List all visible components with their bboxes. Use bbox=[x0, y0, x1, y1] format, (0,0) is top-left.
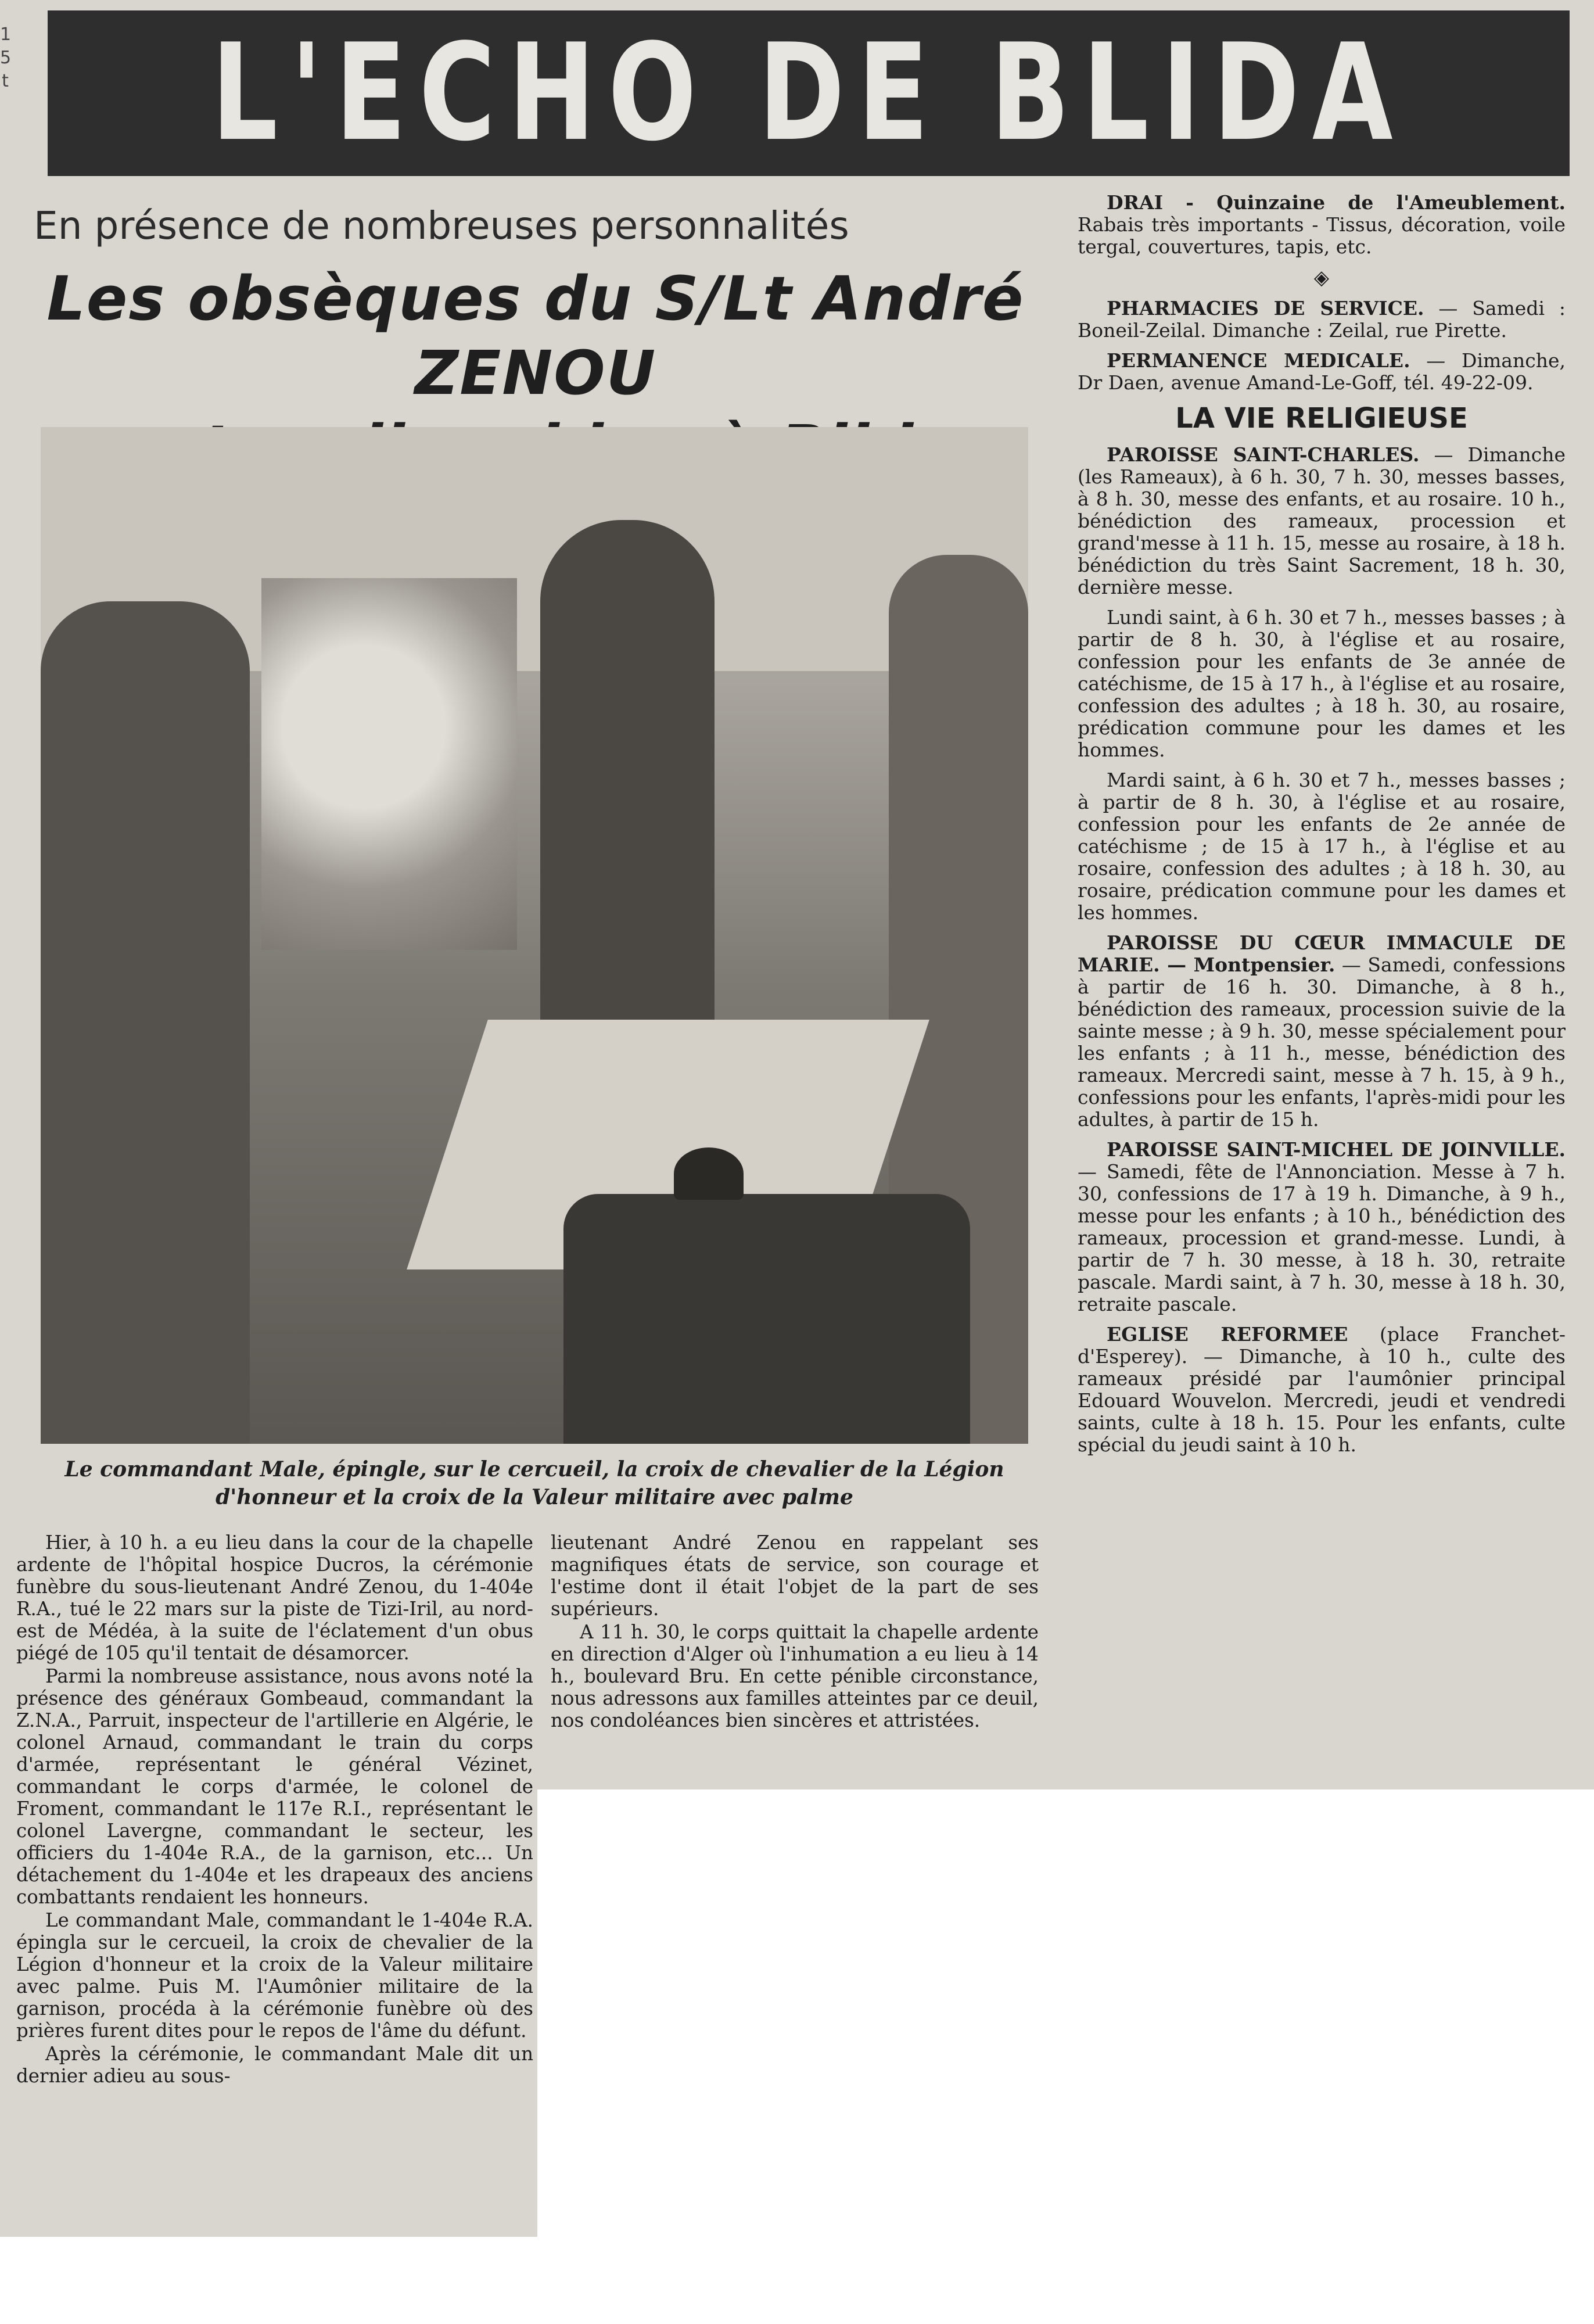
article-paragraph: A 11 h. 30, le corps quittait la chapelle ardente en direction d'Alger où l'inhumation a eu lieu à 14 h., boulevard Bru. En cette pénible circonstance, nous adressons aux familles atteintes par ce deuil, nos condoléances bien sincères et attristées. bbox=[551, 1621, 1039, 1731]
headline-line-1: Les obsèques du S/Lt André ZENOU bbox=[46, 263, 1025, 408]
photo-commander bbox=[540, 520, 715, 1072]
drai-text: Rabais très importants - Tissus, décoration, voile tergal, couvertures, tapis, etc. bbox=[1078, 213, 1566, 258]
local-news-column bbox=[1078, 192, 1566, 1464]
masthead bbox=[48, 10, 1570, 176]
st-charles-text: — Dimanche (les Rameaux), à 6 h. 30, 7 h. 30, messes basses, à 8 h. 30, messe des enfants, et au rosaire. 10 h., bénédiction des rameaux, procession et grand'messe à 11 h. 15, messe au rosaire, à 18 h. bénédiction du très Saint Sacrement, 18 h. 30, dernière messe. bbox=[1078, 443, 1566, 598]
photo-soldier-left bbox=[41, 601, 250, 1444]
article-kicker: En présence de nombreuses personnalités bbox=[34, 203, 849, 248]
pharmacies-lead: PHARMACIES DE SERVICE. bbox=[1107, 297, 1424, 320]
st-charles-notice bbox=[1078, 444, 1566, 598]
coeur-text: — Samedi, confessions à partir de 16 h. 30. Dimanche, à 8 h., bénédiction des rameaux, procession suivie de la sainte messe ; à 9 h. 30, messe spécialement pour les enfants ; à 11 h., messe, bénédiction des rameaux. Mercredi saint, messe à 7 h. 15, à 9 h., confessions pour les enfants, l'après-midi pour les adultes, à partir de 15 h. bbox=[1078, 953, 1566, 1131]
reformee-lead: EGLISE REFORMEE bbox=[1107, 1323, 1348, 1346]
drai-notice bbox=[1078, 192, 1566, 258]
st-charles-lead: PAROISSE SAINT-CHARLES. bbox=[1107, 443, 1420, 466]
article-column-2 bbox=[551, 1532, 1039, 1733]
permanence-text: — Dimanche, Dr Daen, avenue Amand-Le-Goff, tél. 49-22-09. bbox=[1078, 349, 1566, 394]
article-paragraph: Après la cérémonie, le commandant Male dit un dernier adieu au sous- bbox=[16, 2043, 533, 2087]
masthead-title: L'ECHO DE BLIDA bbox=[211, 16, 1406, 171]
article-paragraph: Le commandant Male, commandant le 1-404e R.A. épingla sur le cercueil, la croix de chevalier de la Légion d'honneur et la croix de la Valeur militaire avec palme. Puis M. l'Aumônier militaire de la garnison, procéda à la cérémonie funèbre où des prières furent dites pour le repos de l'âme du défunt. bbox=[16, 1909, 533, 2042]
photo-kepi bbox=[674, 1147, 744, 1200]
article-paragraph: lieutenant André Zenou en rappelant ses magnifiques états de service, son courage et l'estime dont il était l'objet de la part de ses supérieurs. bbox=[551, 1532, 1039, 1620]
drai-lead: DRAI - Quinzaine de l'Ameublement. bbox=[1107, 191, 1566, 214]
article-paragraph: Parmi la nombreuse assistance, nous avons noté la présence des généraux Gombeaud, commandant la Z.N.A., Parruit, inspecteur de l'artillerie en Algérie, le colonel Arnaud, commandant le train du corps d'armée, représentant le général Vézinet, commandant le corps d'armée, le colonel de Froment, commandant le 117e R.I., représentant le colonel Lavergne, commandant le secteur, les officiers du 1-404e R.A., de la garnison, etc... Un détachement du 1-404e et les drapeaux des anciens combattants rendaient les honneurs. bbox=[16, 1665, 533, 1908]
lundi-notice: Lundi saint, à 6 h. 30 et 7 h., messes basses ; à partir de 8 h. 30, à l'église et au rosaire, confession pour les enfants de 3e année de catéchisme, de 15 à 17 h., à l'église et au rosaire, confession des adultes ; à 18 h. 30, au rosaire, prédication commune pour les dames et les hommes. bbox=[1078, 606, 1566, 761]
st-michel-lead: PAROISSE SAINT-MICHEL DE JOINVILLE. bbox=[1107, 1138, 1566, 1161]
st-michel-notice bbox=[1078, 1139, 1566, 1315]
mardi-notice: Mardi saint, à 6 h. 30 et 7 h., messes basses ; à partir de 8 h. 30, à l'église et au rosaire, confession pour les enfants de 2e année de catéchisme ; de 15 à 17 h., à l'église et au rosaire, confession des adultes ; à 18 h. 30, au rosaire, prédication commune pour les dames et les hommes. bbox=[1078, 769, 1566, 924]
permanence-notice bbox=[1078, 350, 1566, 394]
torn-edge-text: 1 5 t bbox=[0, 24, 12, 91]
funeral-photo bbox=[41, 427, 1028, 1444]
article-paragraph: Hier, à 10 h. a eu lieu dans la cour de la chapelle ardente de l'hôpital hospice Ducros, la cérémonie funèbre du sous-lieutenant André Zenou, du 1-404e R.A., tué le 22 mars sur la piste de Tizi-Iril, au nord-est de Médéa, à la suite de l'éclatement d'un obus piégé de 105 qu'il tentait de désamorcer. bbox=[16, 1532, 533, 1664]
eglise-reformee-notice bbox=[1078, 1324, 1566, 1456]
st-michel-text: — Samedi, fête de l'Annonciation. Messe à 7 h. 30, confessions de 17 à 19 h. Dimanche, à 9 h., messe pour les enfants ; à 10 h., bénédiction des rameaux, procession et grand-messe. Lundi, à partir de 7 h. 30 messe, à 18 h. 30, retraite pascale. Mardi saint, à 7 h. 30, messe à 18 h. 30, retraite pascale. bbox=[1078, 1160, 1566, 1315]
photo-caption: Le commandant Male, épingle, sur le cercueil, la croix de chevalier de la Légion d'honneur et la croix de la Valeur militaire avec palme bbox=[64, 1457, 1004, 1509]
article-column-1 bbox=[16, 1532, 533, 2088]
religion-heading: LA VIE RELIGIEUSE bbox=[1175, 402, 1468, 435]
reformee-text: (place Franchet-d'Esperey). — Dimanche, à 10 h., culte des rameaux présidé par l'aumônier principal Edouard Wouvelon. Mercredi, jeudi et vendredi saints, culte à 18 h. 15. Pour les enfants, culte spécial du jeudi saint à 10 h. bbox=[1078, 1323, 1566, 1456]
photo-coffin bbox=[563, 1194, 970, 1444]
photo-flowers bbox=[261, 578, 517, 950]
permanence-lead: PERMANENCE MEDICALE. bbox=[1107, 349, 1410, 372]
coeur-lead: PAROISSE DU CŒUR IMMACULE DE MARIE. — Montpensier. bbox=[1078, 931, 1566, 976]
pharmacies-notice bbox=[1078, 297, 1566, 342]
pharmacies-text: — Samedi : Boneil-Zeilal. Dimanche : Zeilal, rue Pirette. bbox=[1078, 297, 1566, 342]
coeur-immacule-notice bbox=[1078, 932, 1566, 1131]
separator-ornament-icon: ◈ bbox=[1313, 266, 1330, 289]
